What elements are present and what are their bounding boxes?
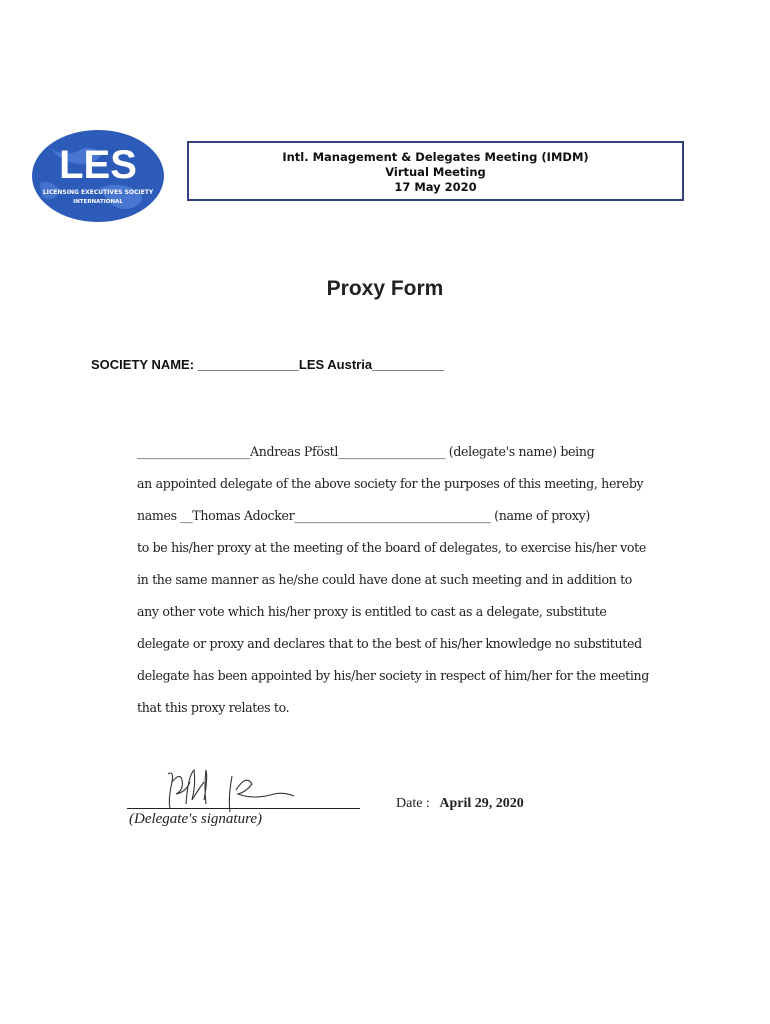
date-label: Date :	[396, 796, 430, 811]
paragraph-line: ___________________Andreas Pföstl__________________ (delegate's name) being	[137, 444, 595, 459]
signature-label: (Delegate's signature)	[129, 811, 263, 827]
logo-text: LES	[59, 143, 137, 187]
society-name-line: SOCIETY NAME: ______________LES Austria__________	[91, 357, 445, 372]
meeting-name: Intl. Management & Delegates Meeting (IMDM)	[282, 150, 589, 164]
meeting-type: Virtual Meeting	[385, 165, 486, 179]
meeting-date: 17 May 2020	[394, 180, 477, 194]
logo-tagline: LICENSING EXECUTIVES SOCIETY	[42, 189, 154, 196]
paragraph-line: names __Thomas Adocker_________________________________ (name of proxy)	[137, 508, 590, 523]
paragraph-line: delegate or proxy and declares that to the best of his/her knowledge no substituted	[137, 636, 642, 651]
date-field	[396, 796, 524, 812]
paragraph-line: an appointed delegate of the above society for the purposes of this meeting, hereby	[137, 476, 644, 491]
logo-tagline-2: INTERNATIONAL	[73, 199, 123, 205]
paragraph-line: that this proxy relates to.	[137, 700, 290, 715]
page-title: Proxy Form	[326, 277, 444, 300]
signature-line	[127, 808, 360, 809]
paragraph-line: to be his/her proxy at the meeting of the board of delegates, to exercise his/her vote	[137, 540, 646, 555]
paragraph-line: in the same manner as he/she could have done at such meeting and in addition to	[137, 572, 633, 587]
date-value: April 29, 2020	[439, 796, 524, 811]
paragraph-line: any other vote which his/her proxy is entitled to cast as a delegate, substitute	[137, 604, 607, 619]
meeting-header-box	[187, 141, 684, 201]
paragraph-line: delegate has been appointed by his/her society in respect of him/her for the meeting	[137, 668, 650, 683]
les-logo	[30, 128, 166, 224]
